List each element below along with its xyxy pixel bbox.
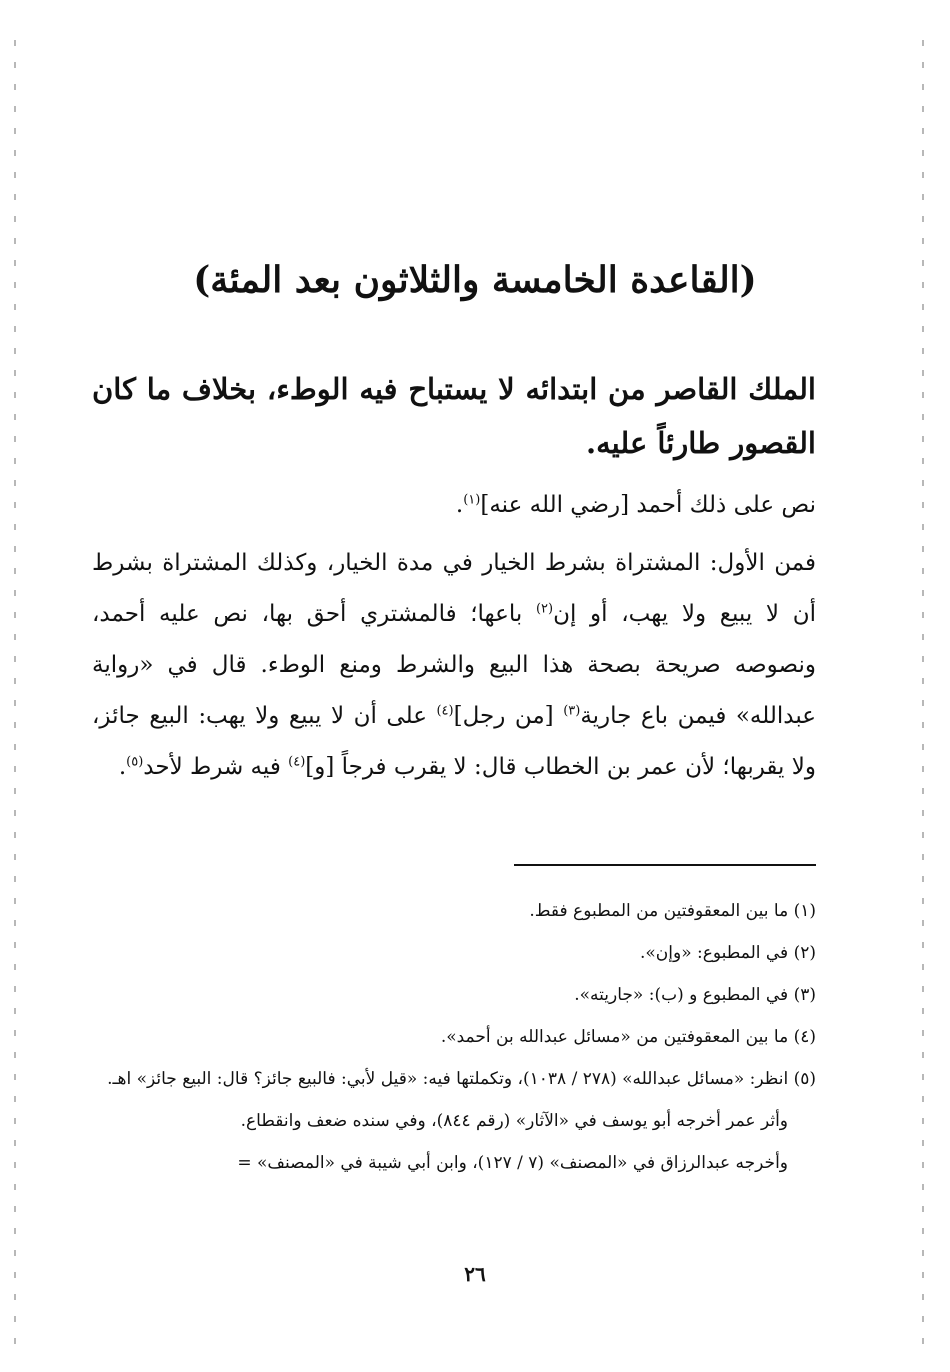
- margin-dot: [922, 656, 924, 662]
- margin-dot: [14, 304, 16, 310]
- paragraph-segment: باعها؛ فالمشتري أحق بها، نص عليه أحمد، ونصوصه صريحة بصحة هذا البيع والشرط ومنع الوطء. قال في «رواية عبدالله» فيمن باع جارية: [92, 601, 816, 729]
- rule-title: (القاعدة الخامسة والثلاثون بعد المئة): [193, 259, 757, 301]
- paragraph-segment: على أن لا يبيع ولا يهب: البيع جائز، ولا يقربها؛ لأن عمر بن الخطاب قال: لا يقرب فرجاً [و]: [92, 703, 816, 780]
- page-number: ٢٦: [464, 1262, 486, 1286]
- paragraph-attribution-end: .: [455, 492, 464, 518]
- footnote-ref-5: (٥): [126, 754, 144, 770]
- margin-dot: [14, 524, 16, 530]
- margin-dot: [14, 238, 16, 244]
- margin-dot: [14, 1206, 16, 1212]
- margin-dot: [14, 1140, 16, 1146]
- footnote-4: (٤) ما بين المعقوفتين من «مسائل عبدالله بن أحمد».: [440, 1027, 816, 1047]
- margin-dot: [922, 128, 924, 134]
- margin-dot: [14, 1118, 16, 1124]
- margin-dot: [14, 722, 16, 728]
- margin-dot: [14, 590, 16, 596]
- margin-dot: [922, 172, 924, 178]
- margin-dot: [14, 744, 16, 750]
- margin-dot: [922, 1294, 924, 1300]
- margin-dot: [922, 370, 924, 376]
- margin-dot: [14, 810, 16, 816]
- footnote-2: (٢) في المطبوع: «وإن».: [639, 943, 816, 963]
- margin-dot: [922, 216, 924, 222]
- margin-dot: [14, 876, 16, 882]
- margin-dot: [922, 392, 924, 398]
- margin-dot: [14, 370, 16, 376]
- margin-dot: [14, 1030, 16, 1036]
- margin-dot: [14, 1162, 16, 1168]
- margin-dot: [922, 744, 924, 750]
- margin-dot: [14, 942, 16, 948]
- margin-dot: [922, 326, 924, 332]
- margin-dot: [14, 854, 16, 860]
- margin-dot: [922, 942, 924, 948]
- margin-dot: [14, 480, 16, 486]
- margin-dot: [14, 1272, 16, 1278]
- margin-dot: [922, 1162, 924, 1168]
- margin-dot: [922, 678, 924, 684]
- right-margin-dotted-guide: [922, 0, 926, 1372]
- margin-dot: [922, 414, 924, 420]
- margin-dot: [14, 1096, 16, 1102]
- margin-dot: [14, 678, 16, 684]
- margin-dot: [922, 832, 924, 838]
- margin-dot: [922, 282, 924, 288]
- margin-dot: [922, 524, 924, 530]
- margin-dot: [14, 172, 16, 178]
- margin-dot: [922, 1272, 924, 1278]
- footnotes: [92, 890, 816, 1184]
- margin-dot: [922, 1206, 924, 1212]
- margin-dot: [14, 656, 16, 662]
- margin-dot: [14, 964, 16, 970]
- margin-dot: [14, 1316, 16, 1322]
- margin-dot: [922, 1074, 924, 1080]
- footnote-ref-4: (٤): [288, 754, 306, 770]
- margin-dot: [14, 106, 16, 112]
- margin-dot: [922, 590, 924, 596]
- paragraph-end: .: [118, 754, 127, 780]
- footnote-ref-4: (٤): [436, 703, 454, 719]
- margin-dot: [922, 194, 924, 200]
- footnote-5-continuation: وأخرجه عبدالرزاق في «المصنف» (٧ / ١٢٧)، وابن أبي شيبة في «المصنف» =: [237, 1153, 788, 1173]
- margin-dot: [14, 216, 16, 222]
- margin-dot: [14, 1008, 16, 1014]
- margin-dot: [922, 1184, 924, 1190]
- margin-dot: [922, 1052, 924, 1058]
- margin-dot: [14, 1184, 16, 1190]
- margin-dot: [922, 502, 924, 508]
- margin-dot: [14, 84, 16, 90]
- footnote-separator: [514, 864, 816, 866]
- margin-dot: [922, 106, 924, 112]
- left-margin-dotted-guide: [14, 0, 18, 1372]
- margin-dot: [922, 898, 924, 904]
- margin-dot: [14, 612, 16, 618]
- margin-dot: [922, 1228, 924, 1234]
- margin-dot: [922, 150, 924, 156]
- margin-dot: [922, 854, 924, 860]
- margin-dot: [14, 282, 16, 288]
- paragraph-segment: فيه شرط لأحد: [143, 754, 289, 780]
- margin-dot: [14, 414, 16, 420]
- margin-dot: [922, 436, 924, 442]
- margin-dot: [14, 150, 16, 156]
- margin-dot: [922, 788, 924, 794]
- margin-dot: [922, 40, 924, 46]
- footnote-1: (١) ما بين المعقوفتين من المطبوع فقط.: [529, 901, 816, 921]
- rule-statement: الملك القاصر من ابتدائه لا يستباح فيه الوطء، بخلاف ما كان القصور طارئاً عليه.: [92, 372, 816, 460]
- margin-dot: [922, 348, 924, 354]
- margin-dot: [14, 1250, 16, 1256]
- paragraph-attribution: [92, 480, 816, 531]
- margin-dot: [14, 62, 16, 68]
- margin-dot: [922, 260, 924, 266]
- margin-dot: [14, 986, 16, 992]
- margin-dot: [922, 964, 924, 970]
- paragraph-segment: فمن الأول: المشتراة بشرط الخيار في مدة الخيار، وكذلك المشتراة بشرط أن لا يبيع ولا يهب، أو إن: [92, 550, 816, 627]
- margin-dot: [922, 920, 924, 926]
- margin-dot: [922, 700, 924, 706]
- margin-dot: [14, 700, 16, 706]
- margin-dot: [14, 634, 16, 640]
- margin-dot: [14, 568, 16, 574]
- footnote-ref-1: (١): [463, 492, 481, 508]
- paragraph-segment: [من رجل]: [453, 703, 564, 729]
- margin-dot: [922, 480, 924, 486]
- margin-dot: [14, 128, 16, 134]
- margin-dot: [14, 1228, 16, 1234]
- paragraph-attribution-text: نص على ذلك أحمد [رضي الله عنه]: [480, 492, 816, 518]
- margin-dot: [922, 1250, 924, 1256]
- margin-dot: [922, 722, 924, 728]
- margin-dot: [14, 194, 16, 200]
- footnote-ref-2: (٢): [535, 601, 554, 617]
- margin-dot: [14, 1338, 16, 1344]
- margin-dot: [14, 326, 16, 332]
- margin-dot: [922, 810, 924, 816]
- margin-dot: [14, 546, 16, 552]
- margin-dot: [922, 1096, 924, 1102]
- margin-dot: [14, 1294, 16, 1300]
- margin-dot: [14, 436, 16, 442]
- margin-dot: [922, 458, 924, 464]
- margin-dot: [14, 766, 16, 772]
- margin-dot: [14, 392, 16, 398]
- footnote-3: (٣) في المطبوع و (ب): «جاريته».: [574, 985, 816, 1005]
- margin-dot: [922, 1316, 924, 1322]
- margin-dot: [922, 986, 924, 992]
- margin-dot: [922, 612, 924, 618]
- margin-dot: [922, 1118, 924, 1124]
- margin-dot: [14, 260, 16, 266]
- margin-dot: [922, 568, 924, 574]
- footnote-5: (٥) انظر: «مسائل عبدالله» (٢٧٨ / ١٠٣٨)، وتكملتها فيه: «قيل لأبي: فالبيع جائز؟ قال: البيع جائز» اهـ.: [107, 1069, 816, 1089]
- margin-dot: [14, 502, 16, 508]
- margin-dot: [922, 84, 924, 90]
- margin-dot: [922, 304, 924, 310]
- margin-dot: [922, 546, 924, 552]
- margin-dot: [14, 898, 16, 904]
- paragraph-first-case: [92, 538, 816, 793]
- margin-dot: [14, 40, 16, 46]
- margin-dot: [14, 348, 16, 354]
- margin-dot: [922, 634, 924, 640]
- margin-dot: [922, 62, 924, 68]
- margin-dot: [922, 1030, 924, 1036]
- margin-dot: [922, 1140, 924, 1146]
- margin-dot: [922, 766, 924, 772]
- margin-dot: [14, 458, 16, 464]
- margin-dot: [922, 1008, 924, 1014]
- margin-dot: [922, 1338, 924, 1344]
- margin-dot: [14, 1052, 16, 1058]
- margin-dot: [14, 1074, 16, 1080]
- footnote-5-continuation: وأثر عمر أخرجه أبو يوسف في «الآثار» (رقم ٨٤٤)، وفي سنده ضعف وانقطاع.: [240, 1111, 788, 1131]
- margin-dot: [14, 832, 16, 838]
- margin-dot: [922, 876, 924, 882]
- margin-dot: [14, 920, 16, 926]
- margin-dot: [14, 788, 16, 794]
- margin-dot: [922, 238, 924, 244]
- footnote-ref-3: (٣): [563, 703, 581, 719]
